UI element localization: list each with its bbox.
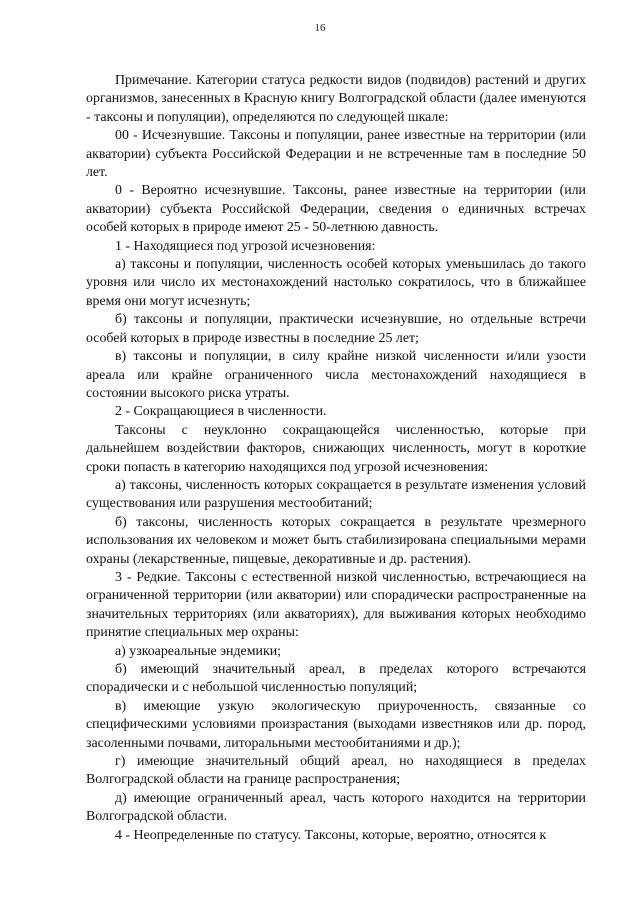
paragraph-category-4-start: 4 - Неопределенные по статусу. Таксоны, которые, вероятно, относятся к	[115, 827, 547, 843]
paragraph-category-2-b: б) таксоны, численность которых сокращается в результате чрезмерного использования их человеком и может быть стабилизирована специальными мерами охраны (лекарственные, пищевые, декоративные и др. растения).	[86, 514, 586, 567]
paragraph-category-3-v: в) имеющие узкую экологическую приуроченность, связанные со специфическими условиями произрастания (выходами известняков или др. пород, засоленными почвами, литоральными местообитаниями и др.);	[86, 698, 586, 751]
paragraph-category-1-a: а) таксоны и популяции, численность особей которых уменьшилась до такого уровня или число их местонахождений настолько сократилось, что в ближайшее время они могут исчезнуть;	[86, 257, 586, 309]
paragraph-category-2-heading: 2 - Сокращающиеся в численности.	[115, 404, 327, 420]
paragraph-category-3-b: б) имеющий значительный ареал, в пределах которого встречаются спорадически и с небольшой численностью популяций;	[86, 662, 586, 696]
paragraph-category-1-heading: 1 - Находящиеся под угрозой исчезновения:	[115, 238, 376, 254]
paragraph-category-1-v: в) таксоны и популяции, в силу крайне низкой численности и/или узости ареала или крайне ограниченного числа местонахождений находящиеся в состоянии высокого риска утраты.	[86, 349, 586, 401]
paragraph-category-3-g: г) имеющие значительный общий ареал, но находящиеся в пределах Волгоградской области на границе распространения;	[86, 754, 586, 788]
document-body	[86, 72, 586, 845]
paragraph-category-3-desc: 3 - Редкие. Таксоны с естественной низкой численностью, встречающиеся на ограниченной территории (или акватории) или спорадически распространенные на значительных территориях (или акваториях), для выживания которых необходимо принятие специальных мер охраны:	[86, 569, 586, 641]
page-number: 16	[314, 22, 326, 34]
paragraph-category-0: 0 - Вероятно исчезнувшие. Таксоны, ранее известные на территории (или акватории) субъекта Российской Федерации, сведения о единичных встречах особей которых в природе имеют 25 - 50-летнюю давность.	[86, 183, 586, 236]
paragraph-category-3-a: а) узкоареальные эндемики;	[115, 643, 281, 659]
paragraph-note-intro: Примечание. Категории статуса редкости видов (подвидов) растений и других организмов, занесенных в Красную книгу Волгоградской области (далее именуются - таксоны и популяции), определяются по следующей шкале:	[86, 73, 586, 125]
paragraph-category-3-d: д) имеющие ограниченный ареал, часть которого находится на территории Волгоградской области.	[86, 790, 586, 825]
paragraph-category-00: 00 - Исчезнувшие. Таксоны и популяции, ранее известные на территории (или акватории) субъекта Российской Федерации и не встреченные там в последние 50 лет.	[86, 128, 586, 181]
paragraph-category-2-desc: Таксоны с неуклонно сокращающейся численностью, которые при дальнейшем воздействии факторов, снижающих численность, могут в короткие сроки попасть в категорию находящихся под угрозой исчезновения:	[86, 422, 586, 475]
paragraph-category-1-b: б) таксоны и популяции, практически исчезнувшие, но отдельные встречи особей которых в природе известны в последние 25 лет;	[86, 312, 586, 346]
paragraph-category-2-a: а) таксоны, численность которых сокращается в результате изменения условий существования или разрушения местообитаний;	[86, 477, 586, 512]
